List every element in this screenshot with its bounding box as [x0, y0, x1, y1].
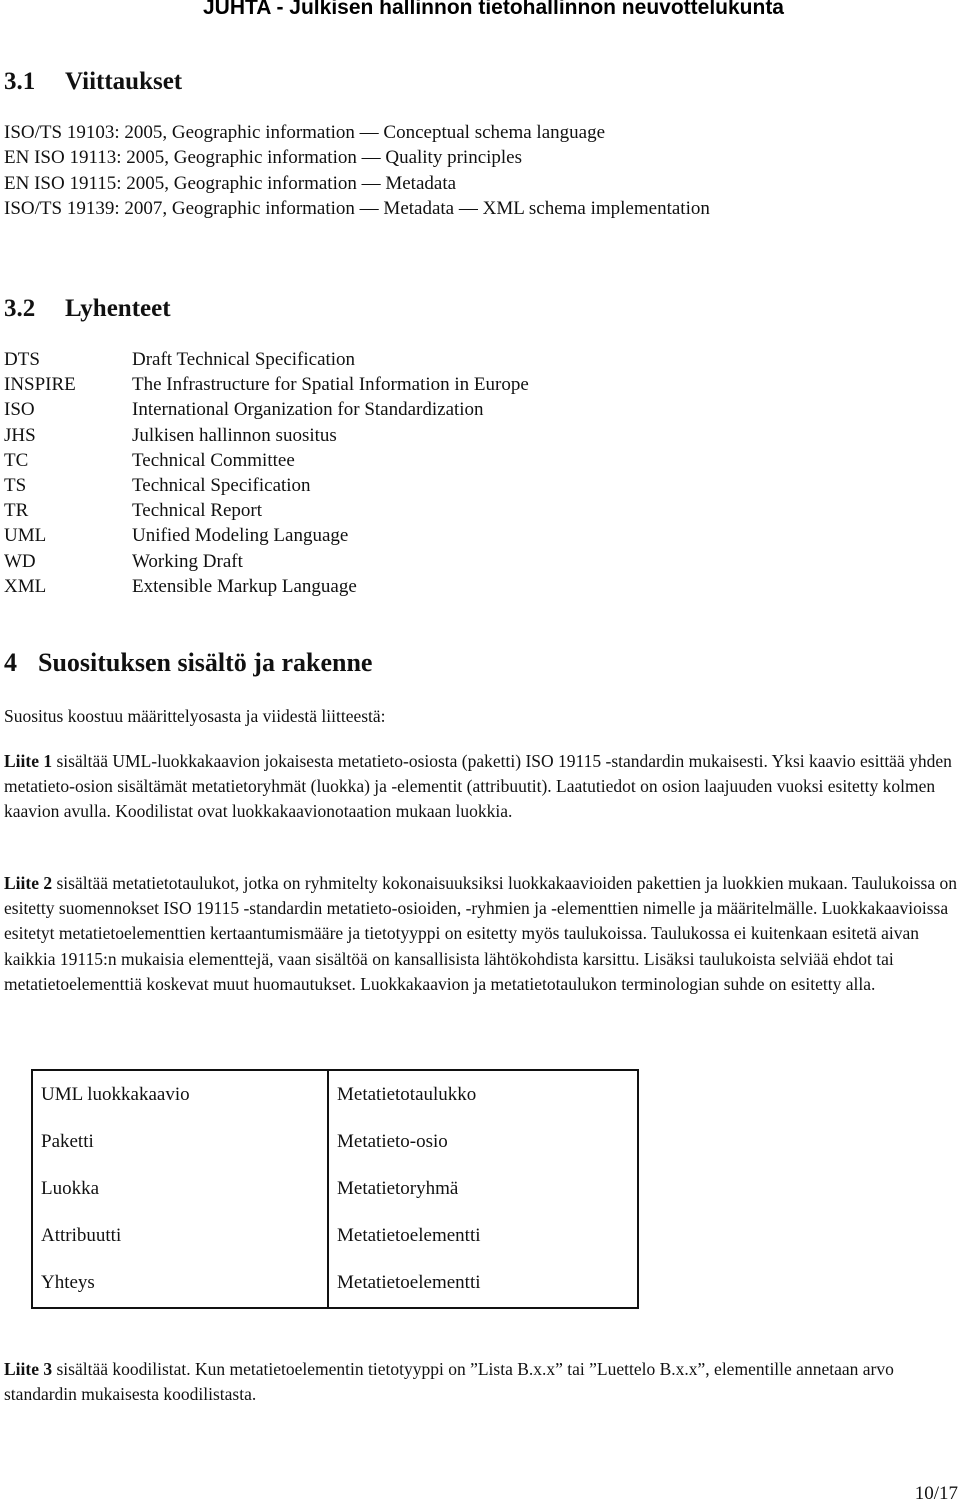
abbreviation-row [4, 473, 529, 498]
section-4-heading-number: 4 [4, 648, 17, 677]
table-cell: Metatietoelementti [328, 1260, 638, 1308]
page-header: JUHTA - Julkisen hallinnon tietohallinnon neuvottelukunta [202, 0, 784, 19]
liite-1-label: Liite 1 [4, 751, 53, 771]
abbreviation-meaning: Technical Specification [132, 475, 311, 497]
abbreviation-meaning: International Organization for Standardization [132, 399, 484, 421]
abbreviation-meaning: The Infrastructure for Spatial Information in Europe [132, 374, 529, 396]
abbreviation-code: TC [4, 449, 29, 471]
abbreviation-row [4, 574, 529, 599]
abbreviation-meaning: Extensible Markup Language [132, 575, 357, 597]
abbreviations-list [4, 347, 529, 599]
references-heading-title: Viittaukset [65, 68, 183, 95]
abbreviation-meaning: Technical Report [132, 500, 263, 522]
table-cell: Paketti [32, 1118, 328, 1165]
table-cell: Metatietoelementti [328, 1213, 638, 1260]
table-row [32, 1118, 638, 1165]
abbreviation-row [4, 397, 529, 422]
abbreviation-code: XML [4, 575, 47, 597]
table-row [32, 1070, 638, 1118]
abbreviation-row [4, 347, 529, 372]
liite-3-text: sisältää koodilistat. Kun metatietoelementin tietotyyppi on ”Lista B.x.x” tai ”Luettelo B.x.x”, elementille annetaan arvo standardin mukaisesta koodilistasta. [4, 1359, 894, 1405]
table-cell: Luokka [32, 1165, 328, 1212]
table-cell: Metatietoryhmä [328, 1165, 638, 1212]
references-list [4, 120, 724, 221]
page-number: 10/17 [914, 1483, 958, 1504]
table-row [32, 1213, 638, 1260]
liite-1-paragraph [4, 749, 958, 825]
reference-item: EN ISO 19115: 2005, Geographic information — Metadata [4, 172, 457, 194]
liite-2-paragraph [4, 871, 958, 997]
table-cell: Metatietotaulukko [328, 1070, 638, 1118]
abbreviation-code: TR [4, 500, 29, 522]
liite-3-paragraph [4, 1357, 958, 1407]
reference-item: ISO/TS 19139: 2007, Geographic information — Metadata — XML schema implementation [4, 197, 710, 219]
abbreviation-row [4, 372, 529, 397]
liite-1-text: sisältää UML-luokkakaavion jokaisesta metatieto-osiosta (paketti) ISO 19115 -standardin mukaisesti. Yksi kaavio esittää yhden metatieto-osion sisältämät metatietoryhmät (luokka) ja -elementit (attribuutit). Laatutiedot on osion laajuuden vuoksi esitetty kolmen kaavion avulla. Koodilistat ovat luokkakaavionotaation mukaan luokkia. [4, 751, 952, 822]
abbreviation-code: DTS [4, 349, 40, 370]
references-heading [4, 68, 182, 96]
table-cell: UML luokkakaavio [32, 1070, 328, 1118]
abbreviation-code: ISO [4, 399, 35, 421]
liite-2-label: Liite 2 [4, 873, 53, 893]
reference-item: EN ISO 19113: 2005, Geographic information — Quality principles [4, 147, 523, 169]
liite-2-text: sisältää metatietotaulukot, jotka on ryhmitelty kokonaisuuksiksi luokkakaavioiden pakettien ja luokkien mukaan. Taulukoissa on esitetty suomennokset ISO 19115 -standardin metatieto-osioiden, -ryhmien ja -elementtien nimelle ja määritelmälle. Luokkakaavioissa esitetyt metatietoelementtien kertaantumismääre ja tietotyyppi on esitetty myös taulukoissa. Taulukossa ei kuitenkaan esitetä aivan kaikkia 19115:n mukaisia elementtejä, vaan sisältöä on kansallisista lähtökohdista karsittu. Lisäksi taulukoista selviää ehdot tai metatietoelementtiä koskevat muut huomautukset. Luokkakaavion ja metatietotaulukon terminologian suhde on esitetty alla. [4, 873, 957, 994]
table-cell: Yhteys [32, 1260, 328, 1308]
abbreviation-code: UML [4, 525, 47, 547]
abbreviation-row [4, 498, 529, 523]
liite-3-label: Liite 3 [4, 1359, 53, 1379]
abbreviation-code: JHS [4, 424, 36, 446]
section-4-heading [4, 648, 372, 678]
table-cell: Attribuutti [32, 1213, 328, 1260]
abbreviation-row [4, 523, 529, 548]
abbreviation-row [4, 423, 529, 448]
table-row [32, 1260, 638, 1308]
section-4-intro: Suositus koostuu määrittelyosasta ja viidestä liitteestä: [4, 706, 386, 726]
abbreviation-meaning: Julkisen hallinnon suositus [132, 424, 337, 446]
references-heading-number: 3.1 [4, 68, 36, 95]
table-cell: Metatieto-osio [328, 1118, 638, 1165]
table-row [32, 1165, 638, 1212]
abbreviation-row [4, 549, 529, 574]
terminology-mapping-table [31, 1069, 639, 1309]
reference-item: ISO/TS 19103: 2005, Geographic information — Conceptual schema language [4, 122, 606, 143]
abbreviation-row [4, 448, 529, 473]
abbreviation-meaning: Technical Committee [132, 449, 295, 471]
abbreviations-heading-title: Lyhenteet [65, 295, 171, 322]
abbreviation-meaning: Unified Modeling Language [132, 525, 349, 547]
abbreviation-meaning: Working Draft [132, 550, 243, 572]
abbreviations-heading-number: 3.2 [4, 295, 36, 322]
abbreviation-code: TS [4, 475, 27, 497]
abbreviation-code: WD [4, 550, 36, 572]
abbreviations-heading [4, 295, 171, 323]
abbreviation-code: INSPIRE [4, 374, 76, 396]
abbreviation-meaning: Draft Technical Specification [132, 349, 356, 370]
section-4-heading-title: Suosituksen sisältö ja rakenne [38, 648, 373, 677]
